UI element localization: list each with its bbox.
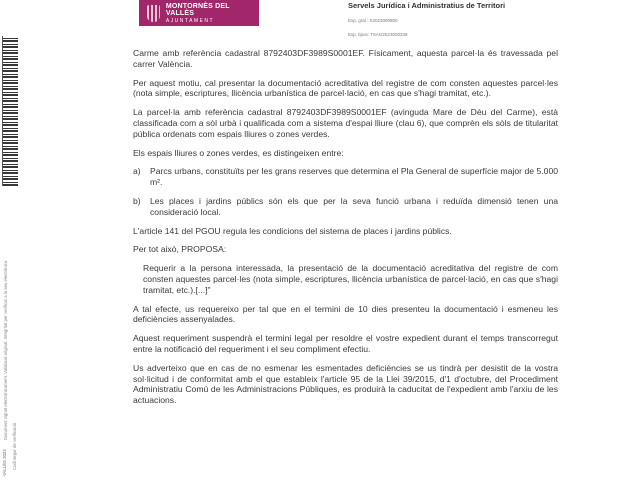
paragraph-suspensio: Aquest requeriment suspendrà el termini legal per resoldre el vostre expedient durant el temps transcorregut entre la notificació del requeriment i el seu compliment efectiu.: [133, 333, 558, 354]
logo-town-name: MONTORNÈS DEL VALLÈS: [165, 2, 230, 17]
paragraph-parcela: La parcel·la amb referència cadastral 8792403DF3989S0001EF (avinguda Mare de Déu del Carme), està classificada com a sòl urbà i qualificada com a sistema d'espai lliure (clau 6), que comprèn els sòls de titularitat pública ordenats com espais lliures o zones verdes.: [133, 107, 558, 139]
barcode-icon: [2, 36, 18, 186]
verification-sidebar: [0, 0, 22, 480]
paragraph-proposa: Per tot això, PROPOSA:: [133, 244, 227, 255]
paragraph-article: L'article 141 del PGOU regula les condicions del sistema de places i jardins públics.: [133, 225, 452, 236]
logo-subtitle: AJUNTAMENT: [165, 17, 215, 24]
list-text: Parcs urbans, constituïts per les grans reserves que determina el Pla General de superfície major de 5.000 m².: [150, 166, 558, 188]
coat-of-arms-icon: [147, 5, 160, 22]
document-body: [133, 48, 558, 414]
department-name: Servels Jurídica i Administratius de Territori: [348, 1, 506, 10]
list-item: [133, 166, 558, 188]
list-marker: b): [133, 195, 141, 206]
verification-code-label: Codi segur de verificació: [12, 422, 17, 470]
ajuntament-logo: [139, 0, 259, 26]
proposal-quote: Requerir a la persona interessada, la presentació de la documentació acreditativa del registre de com consten aquestes parcel·les (nota simple, escriptures, llicència urbanística de parcel·lació, en cas que s'hagi tramitat, etc.).[...]": [143, 263, 558, 295]
exp-tipus: Exp. tipus: TSAG2023000339: [348, 32, 408, 37]
list-text: Les places i jardins públics són els que per la seva funció urbana i reduïda dimensió tenen una consideració local.: [150, 195, 558, 217]
corner-stamp: VALLÈS 2023: [2, 449, 7, 476]
paragraph-advertiment: Us adverteixo que en cas de no esmenar les esmentades deficiències se us tindrà per desistit de la vostra sol·licitud i de conformitat amb el que estableix l'article 95 de la Llei 39/2015, d'1 d'octubre, del Procediment Administratiu Comú de les Administracions Públiques, es produirà la caducitat de l'expedient amb l'arxiu de les actuacions.: [133, 362, 558, 406]
paragraph-espais: Els espais lliures o zones verdes, es distingeixen entre:: [133, 147, 344, 158]
list-marker: a): [133, 166, 141, 177]
exp-general: Exp. gral.: X2023000800: [348, 18, 398, 23]
paragraph-cadastral: Carme amb referència cadastral 8792403DF3989S0001EF. Físicament, aquesta parcel·la és travessada pel carrer València.: [133, 48, 558, 69]
paragraph-termini: A tal efecte, us requereixo per tal que en el termini de 10 dies presenteu la documentació i esmeneu les deficiències assenyalades.: [133, 303, 558, 325]
paragraph-motiu: Per aquest motiu, cal presentar la documentació acreditativa del registre de com consten aquestes parcel·les (nota simple, escriptures, llicència urbanística de parcel·lació, en cas que s'hagi tramitat, etc.).: [133, 77, 558, 99]
signature-notice: Document signat electrònicament. Validació original. Integritat per verificar a la seu electrònica: [3, 260, 8, 440]
list-item: [133, 196, 558, 218]
document-header: [348, 0, 505, 38]
